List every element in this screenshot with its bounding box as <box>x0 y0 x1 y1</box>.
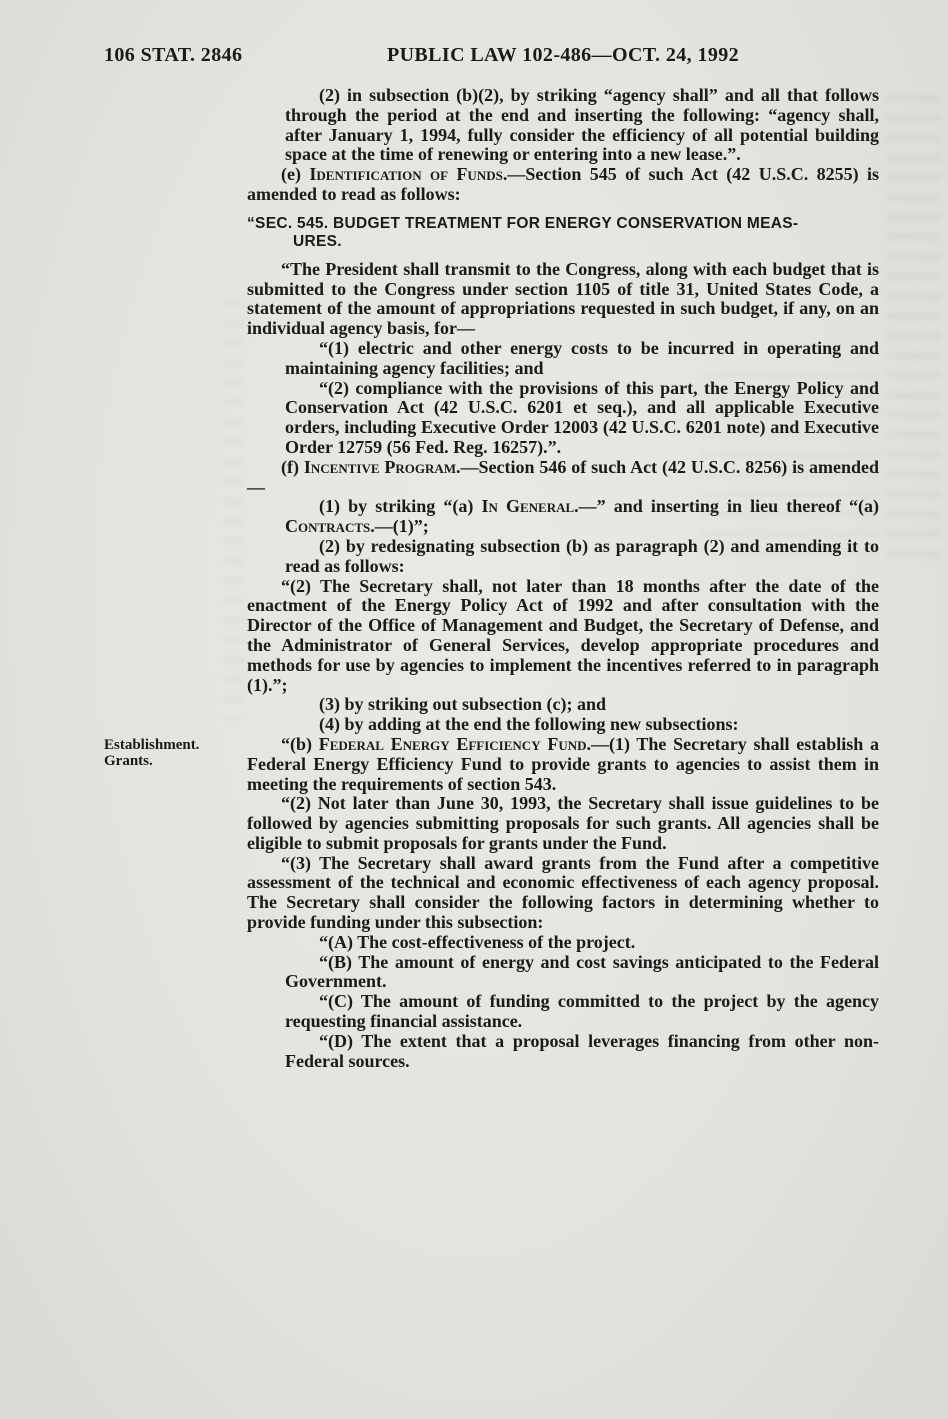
text-run: “(B) The amount of energy and cost savings anticipated to the Federal Government. <box>285 951 879 992</box>
text-run: “(1) electric and other energy costs to be incurred in operating and maintaining agency facilities; and <box>285 337 879 378</box>
text-run: .—Section 545 of such Act (42 U.S.C. 8255) is amended to read as follows: <box>247 164 879 204</box>
text-run: “(3) The Secretary shall award grants from the Fund after a competitive assessment of the technical and economic effectiveness of each agency proposal. The Secretary shall consider the following factors in determining whether to provide funding under this subsection: <box>247 852 879 933</box>
statute-paragraph <box>285 695 879 715</box>
statute-paragraph <box>285 953 879 993</box>
statute-paragraph <box>285 537 879 577</box>
margin-note-line: Grants. <box>104 753 153 770</box>
statute-paragraph <box>285 1032 879 1072</box>
text-run: “SEC. 545. BUDGET TREATMENT FOR ENERGY CONSERVATION MEAS- <box>247 214 799 232</box>
text-run: .—” and inserting in lieu thereof “(a) <box>574 496 880 517</box>
text-run: Incentive Program <box>303 456 457 477</box>
statute-paragraph <box>285 715 879 735</box>
text-run: (2) in subsection (b)(2), by striking “agency shall” and all that follows through the period at the end and inserting the following: “agency shall, after January 1, 1994, fully consider the efficiency of all potential building space at the time of renewing or entering into a new lease.”. <box>285 85 879 165</box>
text-run: (2) by redesignating subsection (b) as paragraph (2) and amending it to read as follows: <box>285 535 879 576</box>
margin-note-line: Establishment. <box>104 736 200 753</box>
statute-paragraph <box>247 260 879 339</box>
text-run: “(b) <box>281 733 319 754</box>
text-run: (e) <box>281 164 310 185</box>
statute-paragraph <box>285 86 879 165</box>
text-run: .—(1) The Secretary shall establish a Federal Energy Efficiency Fund to provide grants to agencies to assist them in meeting the requirements of section 543. <box>247 733 880 794</box>
text-run: .—(1)”; <box>370 516 429 537</box>
text-run: (3) by striking out subsection (c); and <box>319 694 607 715</box>
statute-paragraph <box>247 577 879 696</box>
text-run: “(2) Not later than June 30, 1993, the Secretary shall issue guidelines to be followed by agencies submitting proposals for such grants. All agencies shall be eligible to submit proposals for grants under the Fund. <box>247 793 879 853</box>
text-run: (1) by striking “(a) <box>319 496 482 517</box>
scan-bleedthrough-artifact <box>224 300 244 720</box>
text-run: .—Section 546 of such Act (42 U.S.C. 8256) is amended— <box>247 456 879 497</box>
statute-paragraph <box>285 933 879 953</box>
scan-bleedthrough-artifact <box>886 95 940 565</box>
page-header-stat-number: 106 STAT. 2846 <box>104 44 243 66</box>
page-header-law-citation: PUBLIC LAW 102-486—OCT. 24, 1992 <box>386 44 740 66</box>
statute-paragraph <box>104 733 880 794</box>
statute-paragraph <box>285 379 879 458</box>
statute-paragraph <box>285 339 879 379</box>
margin-note <box>104 737 240 770</box>
statute-paragraph <box>247 854 879 933</box>
text-run: Identification of Funds <box>309 164 503 185</box>
text-run: Federal Energy Efficiency Fund <box>318 733 587 754</box>
text-run: “The President shall transmit to the Congress, along with each budget that is submitted to the Congress under section 1105 of title 31, United States Code, a statement of the amount of appropriations requested in such budget, if any, on an individual agency basis, for— <box>247 258 879 339</box>
text-run: “(2) compliance with the provisions of this part, the Energy Policy and Conservation Act (42 U.S.C. 6201 et seq.), and all applicable Executive orders, including Executive Order 12003 (42 U.S.C. 6201 note) and Executive Order 12759 (56 Fed. Reg. 16257).”. <box>285 377 879 457</box>
section-heading <box>247 214 879 252</box>
text-run: “(A) The cost-effectiveness of the project. <box>319 931 636 952</box>
text-run: (f) <box>281 456 304 477</box>
text-run: “(C) The amount of funding committed to the project by the agency requesting financial assistance. <box>285 991 879 1032</box>
text-run: (4) by adding at the end the following new subsections: <box>319 714 739 735</box>
statute-paragraph <box>247 794 879 853</box>
text-run: “(2) The Secretary shall, not later than 18 months after the date of the enactment of the Energy Policy Act of 1992 and after consultation with the Director of the Office of Management and Budget, the Secretary of Defense, and the Administrator of General Services, develop appropriate procedures and methods for use by agencies to implement the incentives referred to in paragraph (1).”; <box>247 575 879 695</box>
statute-body <box>104 85 880 1071</box>
statute-paragraph <box>285 497 879 537</box>
statute-paragraph <box>247 165 879 205</box>
text-run: In General <box>481 496 575 517</box>
statute-paragraph <box>285 992 879 1032</box>
statute-paragraph <box>247 458 879 498</box>
text-run: “(D) The extent that a proposal leverages financing from other non-Federal sources. <box>285 1030 879 1071</box>
text-run: Contracts <box>285 516 371 537</box>
text-run: URES. <box>293 233 342 251</box>
